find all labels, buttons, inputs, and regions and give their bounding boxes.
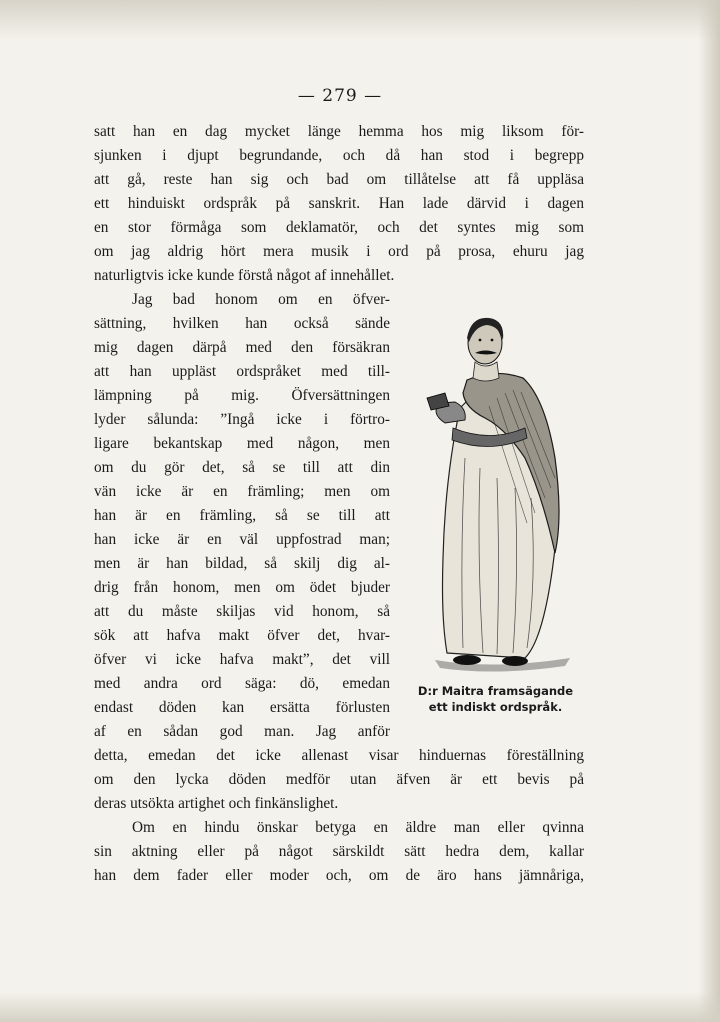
- text-line: satt han en dag mycket länge hemma hos mig liksom för-: [94, 123, 584, 140]
- figure-caption: [398, 683, 593, 715]
- page-number: — 279 —: [297, 86, 383, 106]
- page-edge-top: [0, 0, 720, 40]
- text-line: att han uppläst ordspråket med till-: [94, 363, 390, 380]
- text-line: drig från honom, men om ödet bjuder: [94, 579, 390, 596]
- caption-line-2: ett indiskt ordspråk.: [428, 700, 563, 714]
- text-line: han icke är en väl uppfostrad man;: [94, 531, 390, 548]
- engraving-illustration: [405, 298, 585, 678]
- right-shoe: [502, 656, 528, 666]
- text-line: naturligtvis icke kunde förstå något af innehållet.: [94, 267, 395, 284]
- text-line: af en sådan god man. Jag anför: [94, 723, 390, 740]
- text-line: ett hinduiskt ordspråk på sanskrit. Han lade därvid i dagen: [94, 195, 584, 212]
- text-line: om jag aldrig hört mera musik i ord på prosa, ehuru jag: [94, 243, 584, 260]
- text-line: lyder sålunda: ”Ingå icke i förtro-: [94, 411, 390, 428]
- text-line: en stor förmåga som deklamatör, och det syntes mig som: [94, 219, 584, 236]
- page-edge-right: [698, 0, 720, 1022]
- text-line: att gå, reste han sig och bad om tillåtelse att få uppläsa: [94, 171, 584, 188]
- text-line: med andra ord säga: dö, emedan: [94, 675, 390, 692]
- text-line: han dem fader eller moder och, om de äro hans jämnåriga,: [94, 867, 584, 884]
- text-line: detta, emedan det icke allenast visar hinduernas föreställning: [94, 747, 584, 764]
- text-line: sjunken i djupt begrundande, och då han stod i begrepp: [94, 147, 584, 164]
- text-line: Om en hindu önskar betyga en äldre man eller qvinna: [132, 819, 584, 836]
- text-line: om den lycka döden medför utan äfven är ett bevis på: [94, 771, 584, 788]
- caption-line-1: D:r Maitra framsägande: [417, 684, 574, 698]
- text-line: sin aktning eller på något särskildt sätt hedra dem, kallar: [94, 843, 584, 860]
- text-line: vän icke är en främling; men om: [94, 483, 390, 500]
- text-line: att du måste skiljas vid honom, så: [94, 603, 390, 620]
- text-line: sök att hafva makt öfver det, hvar-: [94, 627, 390, 644]
- left-shoe: [453, 655, 481, 665]
- text-line: lämpning på mig. Öfversättningen: [94, 387, 390, 404]
- text-line: han är en främling, så se till att: [94, 507, 390, 524]
- text-line: men är han bildad, så skilj dig al-: [94, 555, 390, 572]
- text-line: om du gör det, så se till att din: [94, 459, 390, 476]
- text-line: sättning, hvilken han också sände: [94, 315, 390, 332]
- text-line: Jag bad honom om en öfver-: [132, 291, 390, 308]
- text-line: ligare bekantskap med någon, men: [94, 435, 390, 452]
- text-line: mig dagen därpå med den försäkran: [94, 339, 390, 356]
- text-line: öfver vi icke hafva makt”, det vill: [94, 651, 390, 668]
- page-edge-bottom: [0, 992, 720, 1022]
- text-line: endast döden kan ersätta förlusten: [94, 699, 390, 716]
- text-line: deras utsökta artighet och finkänslighet.: [94, 795, 339, 812]
